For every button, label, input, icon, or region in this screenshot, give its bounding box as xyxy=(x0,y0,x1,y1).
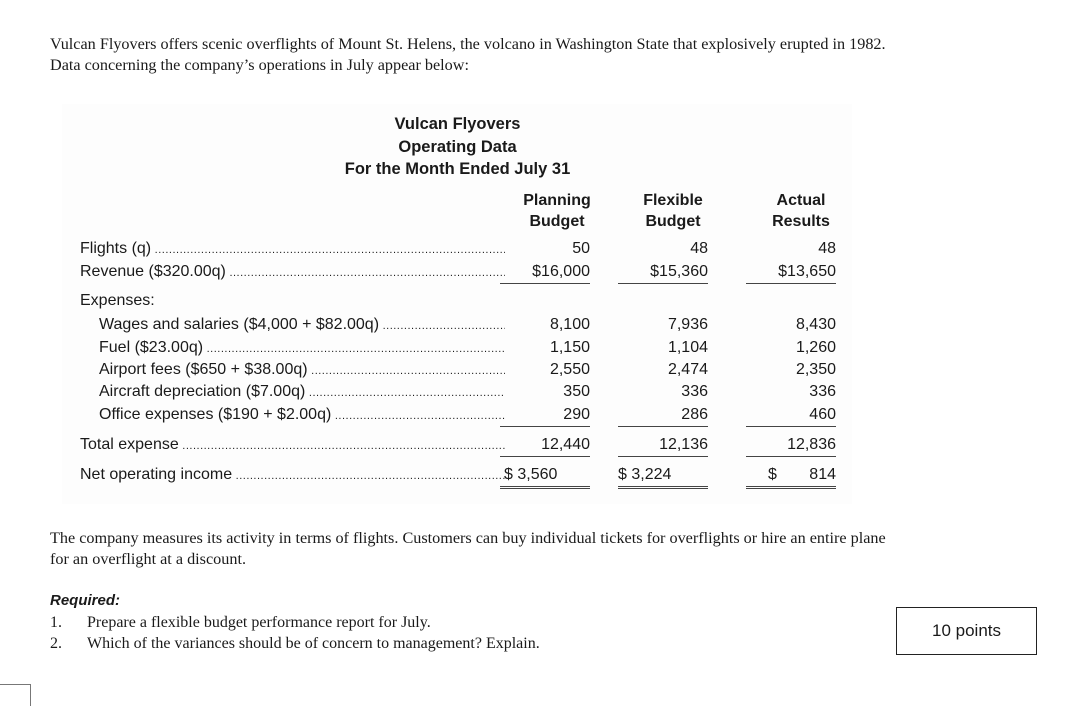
cell-actual: 8,430 xyxy=(795,316,836,333)
column-header-actual-results: Actual Results xyxy=(772,192,830,230)
row-label: Net operating income ..... xyxy=(80,464,505,487)
cell-flexible: 2,474 xyxy=(667,361,708,378)
cell-actual: 48 xyxy=(818,240,836,257)
cell-planning: $16,000 xyxy=(500,261,590,284)
column-header-planning-budget: Planning Budget xyxy=(523,192,591,230)
cell-planning: 8,100 xyxy=(549,316,590,333)
row-label: Office expenses ($190 + $2.00q) ..... xyxy=(80,404,505,427)
table-row-airport-fees xyxy=(80,359,840,381)
list-item: 2. Which of the variances should be of concern to management? Explain. xyxy=(50,635,540,652)
table-row-net-operating-income xyxy=(80,464,840,486)
row-label: Revenue ($320.00q) ..... xyxy=(80,261,505,284)
dollar-sign: $ xyxy=(768,466,777,483)
required-heading: Required: xyxy=(50,592,121,609)
cell-planning: 350 xyxy=(563,383,590,400)
cell-actual: 12,836 xyxy=(746,434,836,457)
activity-paragraph: The company measures its activity in terms of flights. Customers can buy individual tickets for overflights or hire an entire plane for an overflight at a discount. xyxy=(50,529,886,568)
table-row-aircraft-depreciation xyxy=(80,381,840,403)
cell-planning: 1,150 xyxy=(549,339,590,356)
column-header-flexible-budget: Flexible Budget xyxy=(643,192,703,230)
cell-planning: 50 xyxy=(572,240,590,257)
row-label: Wages and salaries ($4,000 + $82.00q) ..... xyxy=(80,314,505,337)
cell-flexible: 48 xyxy=(690,240,708,257)
corner-widget[interactable] xyxy=(0,684,31,706)
expenses-header-row xyxy=(80,290,840,312)
report-period: For the Month Ended July 31 xyxy=(344,160,571,178)
intro-paragraph: Vulcan Flyovers offers scenic overflights of Mount St. Helens, the volcano in Washington State that explosively erupted in 1982. Data concerning the company’s operations in July appear below: xyxy=(50,35,886,74)
report-subtitle: Operating Data xyxy=(398,137,517,156)
cell-flexible: 286 xyxy=(618,404,708,427)
cell-actual: 1,260 xyxy=(795,339,836,356)
table-row-flights xyxy=(80,238,840,260)
row-label: Fuel ($23.00q) ..... xyxy=(80,337,505,360)
table-row-office-expenses xyxy=(80,404,840,426)
required-list xyxy=(50,612,750,654)
table-title-block xyxy=(300,113,615,181)
table-row-total-expense xyxy=(80,434,840,456)
points-badge: 10 points xyxy=(896,607,1037,655)
cell-flexible: 336 xyxy=(681,383,708,400)
cell-flexible: 7,936 xyxy=(667,316,708,333)
cell-actual: 336 xyxy=(809,383,836,400)
cell-flexible: 12,136 xyxy=(618,434,708,457)
list-item: 1. Prepare a flexible budget performance report for July. xyxy=(50,614,431,631)
expenses-header: Expenses: xyxy=(80,292,155,309)
row-label: Aircraft depreciation ($7.00q) ..... xyxy=(80,381,505,404)
cell-actual: $13,650 xyxy=(746,261,836,284)
amount: 814 xyxy=(809,466,836,483)
cell-planning: 12,440 xyxy=(500,434,590,457)
cell-flexible: 1,104 xyxy=(667,339,708,356)
cell-planning: 290 xyxy=(500,404,590,427)
company-name: Vulcan Flyovers xyxy=(394,115,521,133)
row-label: Total expense ..... xyxy=(80,434,505,457)
cell-actual: 460 xyxy=(746,404,836,427)
cell-actual xyxy=(746,464,836,489)
cell-actual: 2,350 xyxy=(795,361,836,378)
cell-planning: $ 3,560 xyxy=(500,464,590,489)
table-row-wages xyxy=(80,314,840,336)
cell-flexible: $15,360 xyxy=(618,261,708,284)
cell-planning: 2,550 xyxy=(549,361,590,378)
row-label: Flights (q) ..... xyxy=(80,238,505,261)
row-label: Airport fees ($650 + $38.00q) ..... xyxy=(80,359,505,382)
cell-flexible: $ 3,224 xyxy=(618,464,708,489)
table-row-fuel xyxy=(80,337,840,359)
table-row-revenue xyxy=(80,261,840,283)
